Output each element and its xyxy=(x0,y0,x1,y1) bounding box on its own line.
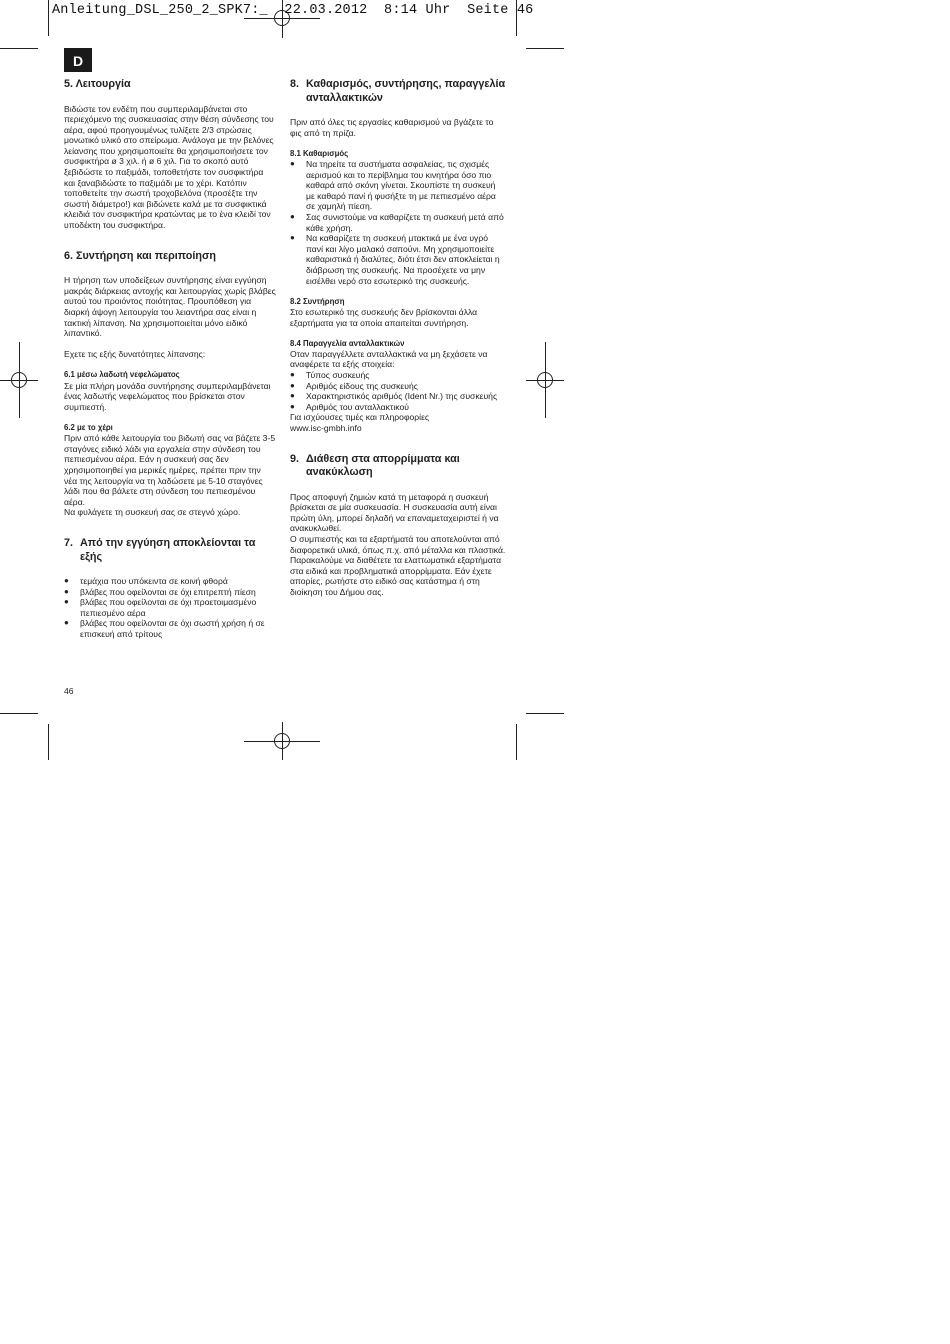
subsection-8-4-intro: Οταν παραγγέλλετε ανταλλακτικά να μη ξεχάσετε να αναφέρετε τα εξής στοιχεία: xyxy=(290,348,488,370)
section-8-number: 8. xyxy=(290,78,300,90)
crop-mark xyxy=(526,48,564,49)
subsection-8-2-text: Στο εσωτερικό της συσκευής δεν βρίσκονται άλλα εξαρτήματα για τα οποία απαιτείται συντήρηση. xyxy=(290,306,478,328)
list-item: ● Χαρακτηριστικός αριθμός (Ident Nr.) της συσκευής xyxy=(290,391,506,402)
cleaning-list xyxy=(290,159,506,286)
subsection-6-2-storage: Να φυλάγετε τη συσκευή σας σε στεγνό χώρο. xyxy=(64,507,241,518)
section-8-heading: Καθαρισμός, συντήρησης, παραγγελία ανταλλακτικών xyxy=(306,78,506,104)
section-9-number: 9. xyxy=(290,452,300,465)
right-column xyxy=(290,78,506,598)
registration-mark xyxy=(11,372,27,388)
crop-mark xyxy=(0,713,38,714)
print-slug-header: Anleitung_DSL_250_2_SPK7:_ 22.03.2012 8:14 Uhr Seite 46 xyxy=(52,3,534,18)
section-6-lubrication-options: Εχετε τις εξής δυνατότητες λίπανσης: xyxy=(64,349,206,360)
subsection-8-2-title: 8.2 Συντήρηση xyxy=(290,296,345,306)
subsection-8-1-title: 8.1 Καθαρισμός xyxy=(290,148,349,158)
section-8-title xyxy=(290,78,506,105)
list-item: ● βλάβες που οφείλονται σε όχι προετοιμασμένο πεπιεσμένο αέρα xyxy=(64,597,276,618)
section-6-title: 6. Συντήρηση και περιποίηση xyxy=(64,249,216,262)
list-item: ● βλάβες που οφείλονται σε όχι σωστή χρήση ή σε επισκευή από τρίτους xyxy=(64,618,276,639)
crop-mark xyxy=(48,0,49,36)
crop-mark xyxy=(48,724,49,760)
crop-mark xyxy=(526,713,564,714)
subsection-6-1-text: Σε μία πλήρη μονάδα συντήρησης συμπεριλαμβάνεται ένας λαδωτής νεφελώματος που βρίσκεται στον συμπιεστή. xyxy=(64,380,271,412)
section-8-intro: Πριν από όλες τις εργασίες καθαρισμού να βγάζετε το φις από τη πρίζα. xyxy=(290,117,494,138)
crop-mark xyxy=(0,48,38,49)
section-5-title: 5. Λειτουργία xyxy=(64,78,131,90)
section-7-heading: Από την εγγύηση αποκλείονται τα εξής xyxy=(80,537,256,563)
prices-info-text: Για ισχύουσες τιμές και πληροφορίες xyxy=(290,412,430,423)
registration-mark xyxy=(537,372,553,388)
section-9-title xyxy=(290,453,506,480)
list-item: ● Σας συνιστούμε να καθαρίζετε τη συσκευή μετά από κάθε χρήση. xyxy=(290,212,506,233)
language-tab: D xyxy=(64,48,92,72)
list-item: ● τεμάχια που υπόκειντα σε κοινή φθορά xyxy=(64,576,276,587)
warranty-exclusions-list xyxy=(64,576,276,640)
page-number: 46 xyxy=(64,686,74,696)
list-item: ● Τύπος συσκευής xyxy=(290,370,506,381)
section-9-text-2: Ο συμπιεστής και τα εξαρτήματά του αποτελούνται από διαφορετικά υλικά, όπως π.χ. από μέταλλα και πλαστικά. Παρακαλούμε να διαθέτετε τα ελαττωματικά εξαρτήματα στα ειδικά και προβληματικά απορρίμματα. Εάν έχετε απορίες, ρωτήστε στο ειδικό σας κατάστημα ή στη διοίκηση του Δήμου σας. xyxy=(290,534,506,597)
section-9-heading: Διάθεση στα απορρίμματα και ανακύκλωση xyxy=(306,452,460,479)
website-link[interactable]: www.isc-gmbh.info xyxy=(290,423,362,434)
left-column xyxy=(64,78,276,640)
subsection-8-4-title: 8.4 Παραγγελία ανταλλακτικών xyxy=(290,338,405,348)
list-item: ● Αριθμός είδους της συσκευής xyxy=(290,381,506,392)
section-9-text: Προς αποφυγή ζημιών κατά τη μεταφορά η συσκευή βρίσκεται σε μία συσκευασία. Η συσκευασία αυτή είναι πρώτη ύλη, μπορεί δηλαδή να επαναμεταχειριστεί ή να ανακυκλωθεί. xyxy=(290,491,499,534)
section-7-title xyxy=(64,537,276,564)
subsection-6-1-title: 6.1 μέσω λαδωτή νεφελώματος xyxy=(64,370,180,380)
crop-mark xyxy=(516,724,517,760)
list-item: ● Να καθαρίζετε τη συσκευή μτακτικά με ένα υγρό πανί και λίγο μαλακό σαπούνι. Μη χρησιμοποιείτε καθαριστικά ή διαλύτες, διότι έτσι δεν αποκλείεται η διάβρωση της συσκευής. Να προσέχετε να μην εισέλθει νερό στο εσωτερικό της συσκευής. xyxy=(290,233,506,286)
subsection-6-2-title: 6.2 με το χέρι xyxy=(64,423,113,433)
subsection-6-2-text: Πριν από κάθε λειτουργία του βιδωτή σας να βάζετε 3-5 σταγόνες ειδικό λάδι για εργαλεία στην σύνδεση του πεπιεσμένου αέρα. Εάν η συσκευή σας δεν χρησιμοποιηθεί για μερικές ημέρες, πρέπει πριν την νέα της λειτουργία να τη λαδώσετε με 5-10 σταγόνες λάδι που θα βάλετε στη σύνδεση του πεπιεσμένου αέρα. xyxy=(64,433,276,507)
section-5-text: Βιδώστε τον ενδέτη που συμπεριλαμβάνεται στο περιεχόμενο της συσκευασίας στην θέση σύνδεσης του αέρα, αφού προηγουμένως τυλίξετε 2/3 στρώσεις μονωτικό υλικό στο σπείρωμα. Ανάλογα με την βελόνες λείανσης που χρησιμοποιείτε θα χρησιμοποιήσετε τον συσφικτήρα ø 3 χιλ. ή ø 6 χιλ. Για το σκοπό αυτό ξεβιδώστε το παξιμάδι, τοποθετήστε τον συσφικτήρα και ξαναβιδώστε το παξιμάδι με το χέρι. Κατόπιν τοποθετείτε την σωστή τροχοβελόνα (προσέξτε την σωστή διάμετρο!) και βιδώνετε καλά με τα συσφικτικά κλειδιά τον συσφικτήρα κρατώντας με το ένα κλειδί τον υποδέκτη του συσφικτήρα. xyxy=(64,103,274,231)
section-7-number: 7. xyxy=(64,537,74,549)
spare-parts-list xyxy=(290,370,506,412)
list-item: ● Να τηρείτε τα συστήματα ασφαλείας, τις σχισμές αερισμού και το περίβλημα του κινητήρα όσο πιο καθαρά από σκόνη γίνεται. Σκουπίστε τη συσκευή με καθαρό πανί ή φυσήξτε τη με πεπιεσμένο αέρα σε χαμηλή πίεση. xyxy=(290,159,506,212)
registration-mark xyxy=(274,733,290,749)
section-6-text: Η τήρηση των υποδείξεων συντήρησης είναι εγγύηση μακράς διάρκειας αντοχής και λειτουργίας χωρίς βλάβες αυτού του προιόντος ποιότητας. Προυπόθεση για διαρκή άψογη λειτουργία του λειαντήρα σας είναι η τακτική λίπανση. Να χρησιμοποιείται μόνο ειδικό λιπαντικό. xyxy=(64,275,276,339)
list-item: ● Αριθμός του ανταλλακτικού xyxy=(290,402,506,413)
list-item: ● βλάβες που οφείλονται σε όχι επιτρεπτή πίεση xyxy=(64,587,276,598)
